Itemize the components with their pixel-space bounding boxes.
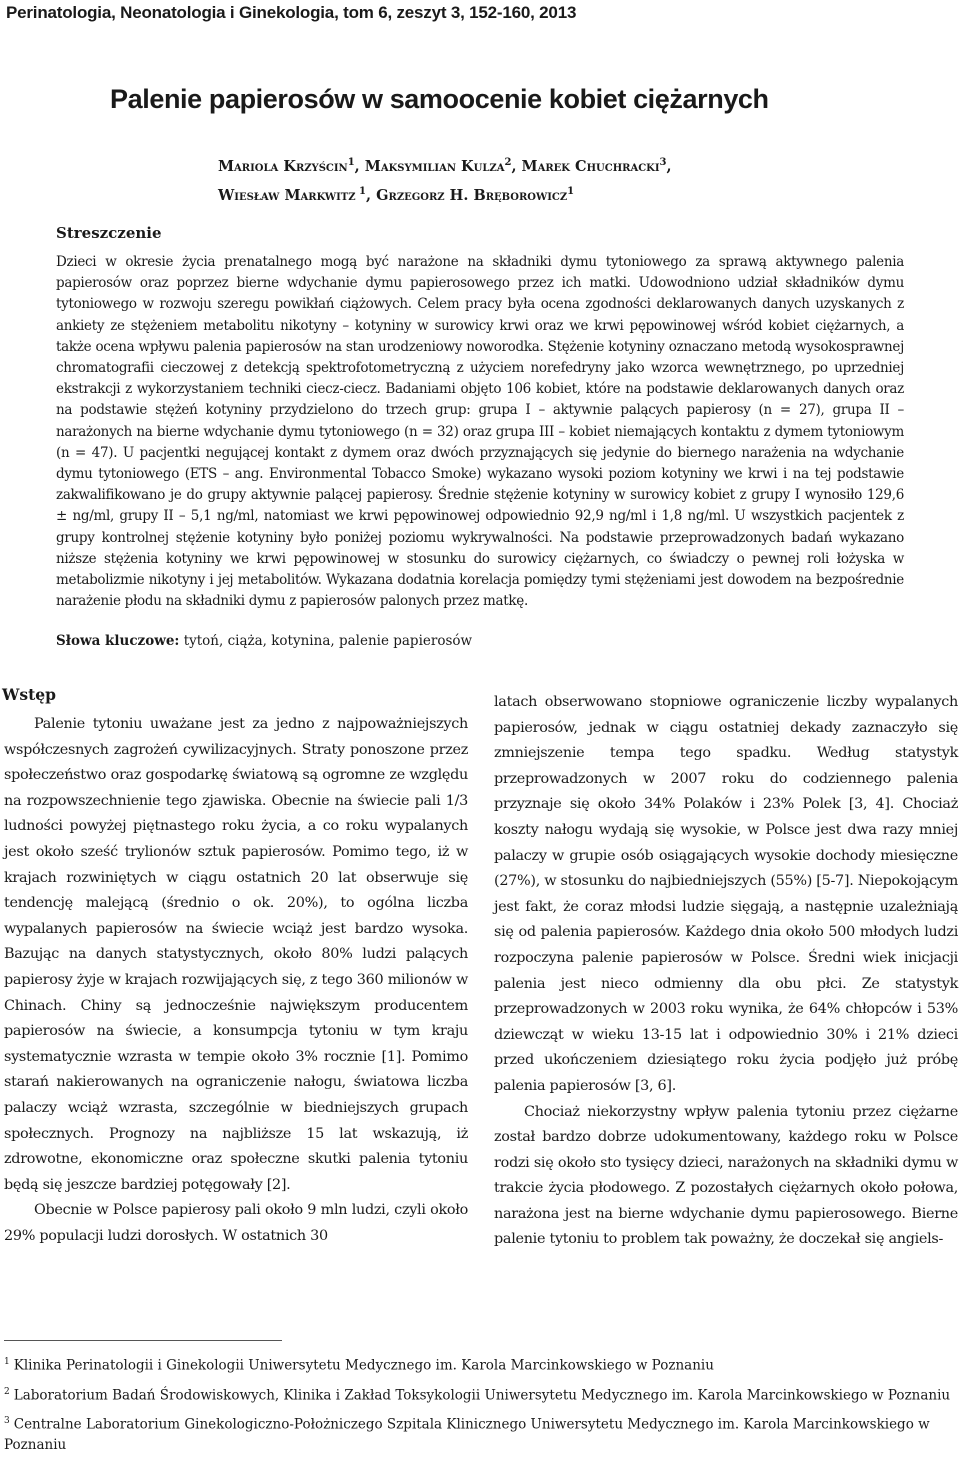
left-column (4, 712, 468, 1249)
author-separator: , (511, 157, 522, 175)
author-name: Grzegorz H. Bręborowicz (376, 186, 568, 204)
paragraph: latach obserwowano stopniowe ograniczenie liczby wypalanych papierosów, jednak w ciągu ostatniej dekady zaznaczyło się zmniejszenie tempa tego spadku. Według statystyk przeprowadzonych w 2007 roku do codziennego palenia przyznaje się około 34% Polaków i 23% Polek [3, 4]. Chociaż koszty nałogu wydają się wysokie, w Polsce jest dwa razy mniej palaczy w grupie osób osiągających wysokie dochody miesięczne (27%), w stosunku do najbiedniejszych (55%) [5-7]. Niepokojącym jest fakt, że coraz młodsi ludzie sięgają, a następnie uzależniają się od palenia papierosów. Każdego dnia około 500 młodych ludzi rozpoczyna palenie papierosów w Polsce. Średni wiek inicjacji palenia jest nieco odmienny dla obu płci. Ze statystyk przeprowadzonych w 2003 roku wynika, że 64% chłopców i 53% dziewcząt w wieku 13-15 lat i odpowiednio 30% i 21% dzieci przed ukończeniem dziesiątego roku życia podjęło już próbę palenia papierosów [3, 6]. (494, 694, 959, 1094)
paragraph: Palenie tytoniu uważane jest za jedno z najpoważniejszych współczesnych zagrożeń cywilizacyjnych. Straty ponoszone przez społeczeństwo oraz gospodarkę światową są ogromne ze względu na rozpowszechnienie tego zjawiska. Obecnie na świecie pali 1/3 ludności powyżej piętnastego roku życia, a co roku wypalanych jest około sześć trylionów sztuk papierosów. Pomimo tego, iż w krajach rozwiniętych w ciągu ostatnich 20 lat obserwuje się tendencję malejącą (średnio o ok. 20%), to ogólna liczba wypalanych papierosów na świecie wciąż jest bardzo wysoka. Bazując na danych statystycznych, około 80% ludzi palących papierosy żyje w krajach rozwijających się, z tego 360 milionów w Chinach. Chiny są jednocześnie największym producentem papierosów na świecie, a konsumpcja tytoniu w tym kraju systematycznie wzrasta w tempie około 3% rocznie [1]. Pomimo starań nakierowanych na ograniczenie nałogu, światowa liczba palaczy wciąż wzrasta, szczególnie w biedniejszych grupach społecznych. Prognozy na najbliższe 15 lat wskazują, iż zdrowotne, ekonomiczne oraz społeczne skutki palenia tytoniu będą się jeszcze bardziej potęgowały [2]. (4, 716, 468, 1193)
author-name: Wiesław Markwitz (218, 186, 356, 204)
affiliation-marker: 1 (355, 185, 367, 197)
footnote-text: Laboratorium Badań Środowiskowych, Klinika i Zakład Toksykologii Uniwersytetu Medycznego im. Karola Marcinkowskiego w Poznaniu (13, 1387, 951, 1403)
author-name: Marek Chuchracki (521, 157, 660, 175)
keywords-list: tytoń, ciąża, kotynina, palenie papierosów (179, 633, 473, 649)
footnote-number: 3 (4, 1416, 10, 1426)
authors-line-1 (218, 150, 938, 179)
affiliation-marker: 1 (567, 185, 575, 197)
footnote-text: Klinika Perinatologii i Ginekologii Uniwersytetu Medycznego im. Karola Marcinkowskiego w Poznaniu (13, 1357, 714, 1374)
affiliation-marker: 1 (347, 157, 355, 168)
author-list (218, 150, 938, 208)
abstract-text: Dzieci w okresie życia prenatalnego mogą być narażone na składniki dymu tytoniowego za sprawą aktywnego palenia papierosów oraz poprzez bierne wdychanie dymu papierosowego przez ich matki. Udowodniono udział składników dymu tytoniowego w rozwoju szeregu powikłań ciążowych. Celem pracy była ocena zgodności deklarowanych danych uzyskanych z ankiety ze stężeniem metabolitu nikotyny – kotyniny w surowicy krwi oraz we krwi pępowinowej wśród kobiet ciężarnych, a także ocena wpływu palenia papierosów na stan urodzeniowy noworodka. Stężenie kotyniny oznaczano metodą wysokosprawnej chromatografii cieczowej z detekcją spektrofotometryczną z użyciem norefedryny jako wzorca wewnętrznego, po uprzedniej ekstrakcji z wykorzystaniem techniki ciecz-ciecz. Badaniami objęto 106 kobiet, które na podstawie deklarowanych danych oraz na podstawie stężeń kotyniny przydzielono do trzech grup: grupa I – aktywnie palących papierosy (n = 27), grupa II – narażonych na bierne wdychanie dymu tytoniowego (n = 32) oraz grupa III – kobiet niemających kontaktu z dymem tytoniowym (n = 47). U pacjentki negującej kontakt z dymem oraz dwóch przyznających się jedynie do biernego narażenia na wdychanie dymu tytoniowego (ETS – ang. Environmental Tobacco Smoke) wykazano wysoki poziom kotyniny we krwi i na tej podstawie zakwalifikowano je do grupy aktywnie palącej papierosy. Średnie stężenie kotyniny w surowicy kobiet z grupy I wynosiło 129,6 ± ng/ml, grupy II – 5,1 ng/ml, natomiast we krwi pępowinowej odpowiednio 92,9 ng/ml i 1,8 ng/ml. U wszystkich pacjentek z grupy kontrolnej stężenie kotyniny było poniżej poziomu wykrywalności. Na podstawie przeprowadzonych badań wykazano niższe stężenia kotyniny we krwi pępowinowej w stosunku do surowicy ciężarnych, co świadczy o pewnej roli łożyska w metabolizmie nikotyny i jej metabolitów. Wykazana dodatnia korelacja pomiędzy tymi stężeniami jest dowodem na bezpośrednie narażenie płodu na składniki dymu z papierosów palonych przez matkę. (56, 254, 904, 610)
authors-line-2 (218, 179, 938, 208)
paragraph: Chociaż niekorzystny wpływ palenia tytoniu przez ciężarne został bardzo dobrze udokumentowany, każdego roku w Polsce rodzi się około sto tysięcy dzieci, narażonych na składniki dymu w trakcie życia płodowego. Z pozostałych ciężarnych około połowa, narażona jest na bierne wdychanie dymu papierosowego. Bierne palenie tytoniu to problem tak poważny, że doczekał się angiels- (494, 1103, 958, 1248)
paragraph: Obecnie w Polsce papierosy pali około 9 mln ludzi, czyli około 29% populacji ludzi dorosłych. W ostatnich 30 (4, 1202, 468, 1244)
footnote (4, 1352, 954, 1376)
affiliation-marker: 2 (504, 157, 512, 168)
journal-header: Perinatologia, Neonatologia i Ginekologia, tom 6, zeszyt 3, 152-160, 2013 (6, 3, 577, 22)
footnote-number: 1 (4, 1357, 10, 1367)
section-heading: Wstęp (2, 685, 56, 704)
author-separator: , (366, 186, 377, 204)
footnote (4, 1411, 954, 1455)
right-column (494, 690, 958, 1253)
abstract-heading: Streszczenie (56, 224, 162, 242)
author-name: Mariola Krzyścin (218, 157, 348, 175)
footnote (4, 1382, 954, 1406)
author-separator: , (354, 157, 365, 175)
footnote-text: Centralne Laboratorium Ginekologiczno-Położniczego Szpitala Klinicznego Uniwersytetu Medycznego im. Karola Marcinkowskiego w Poznaniu (4, 1416, 930, 1453)
keywords-label: Słowa kluczowe: (56, 633, 180, 649)
keywords (56, 633, 904, 649)
footnotes (4, 1352, 954, 1461)
affiliation-marker: 3 (659, 157, 667, 168)
author-separator: , (666, 157, 672, 175)
footnote-divider (4, 1340, 282, 1341)
footnote-number: 2 (4, 1386, 10, 1397)
author-name: Maksymilian Kulza (364, 157, 505, 175)
article-title: Palenie papierosów w samoocenie kobiet ciężarnych (110, 84, 769, 114)
